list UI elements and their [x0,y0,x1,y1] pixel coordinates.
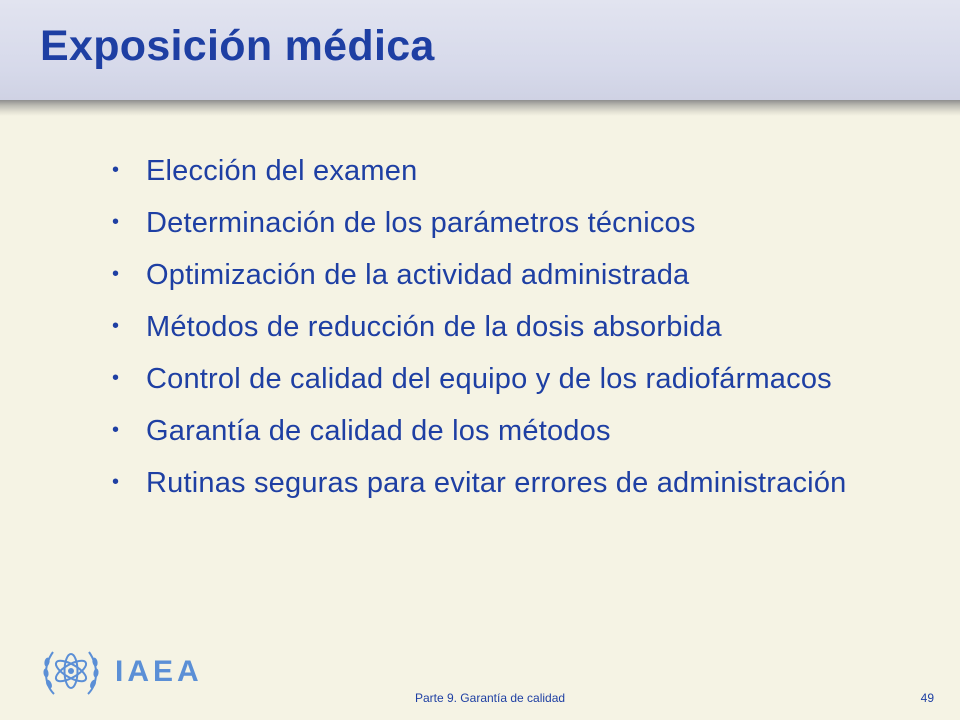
iaea-atom-laurel-icon [40,640,102,702]
bullet-list [108,152,888,516]
bullet-text: Control de calidad del equipo y de los radiofármacos [146,363,832,395]
title-band-shadow [0,100,960,116]
bullet-text: Optimización de la actividad administrada [146,259,690,291]
bullet-text: Garantía de calidad de los métodos [146,415,611,447]
bullet-icon: • [112,159,120,181]
list-item [108,412,888,450]
slide-title: Exposición médica [40,22,435,70]
bullet-text: Rutinas seguras para evitar errores de administración [146,467,847,499]
list-item [108,464,888,502]
bullet-icon: • [112,263,120,285]
list-item [108,360,888,398]
bullet-icon: • [112,419,120,441]
list-item [108,256,888,294]
bullet-text: Determinación de los parámetros técnicos [146,207,696,239]
page-number: 49 [920,691,934,705]
bullet-icon: • [112,367,120,389]
list-item [108,308,888,346]
iaea-wordmark: IAEA [115,655,203,688]
list-item [108,204,888,242]
bullet-text: Elección del examen [146,155,418,187]
footer-section-label: Parte 9. Garantía de calidad [414,691,566,705]
bullet-icon: • [112,471,120,493]
bullet-text: Métodos de reducción de la dosis absorbida [146,311,722,343]
bullet-icon: • [112,211,120,233]
list-item [108,152,888,190]
bullet-icon: • [112,315,120,337]
